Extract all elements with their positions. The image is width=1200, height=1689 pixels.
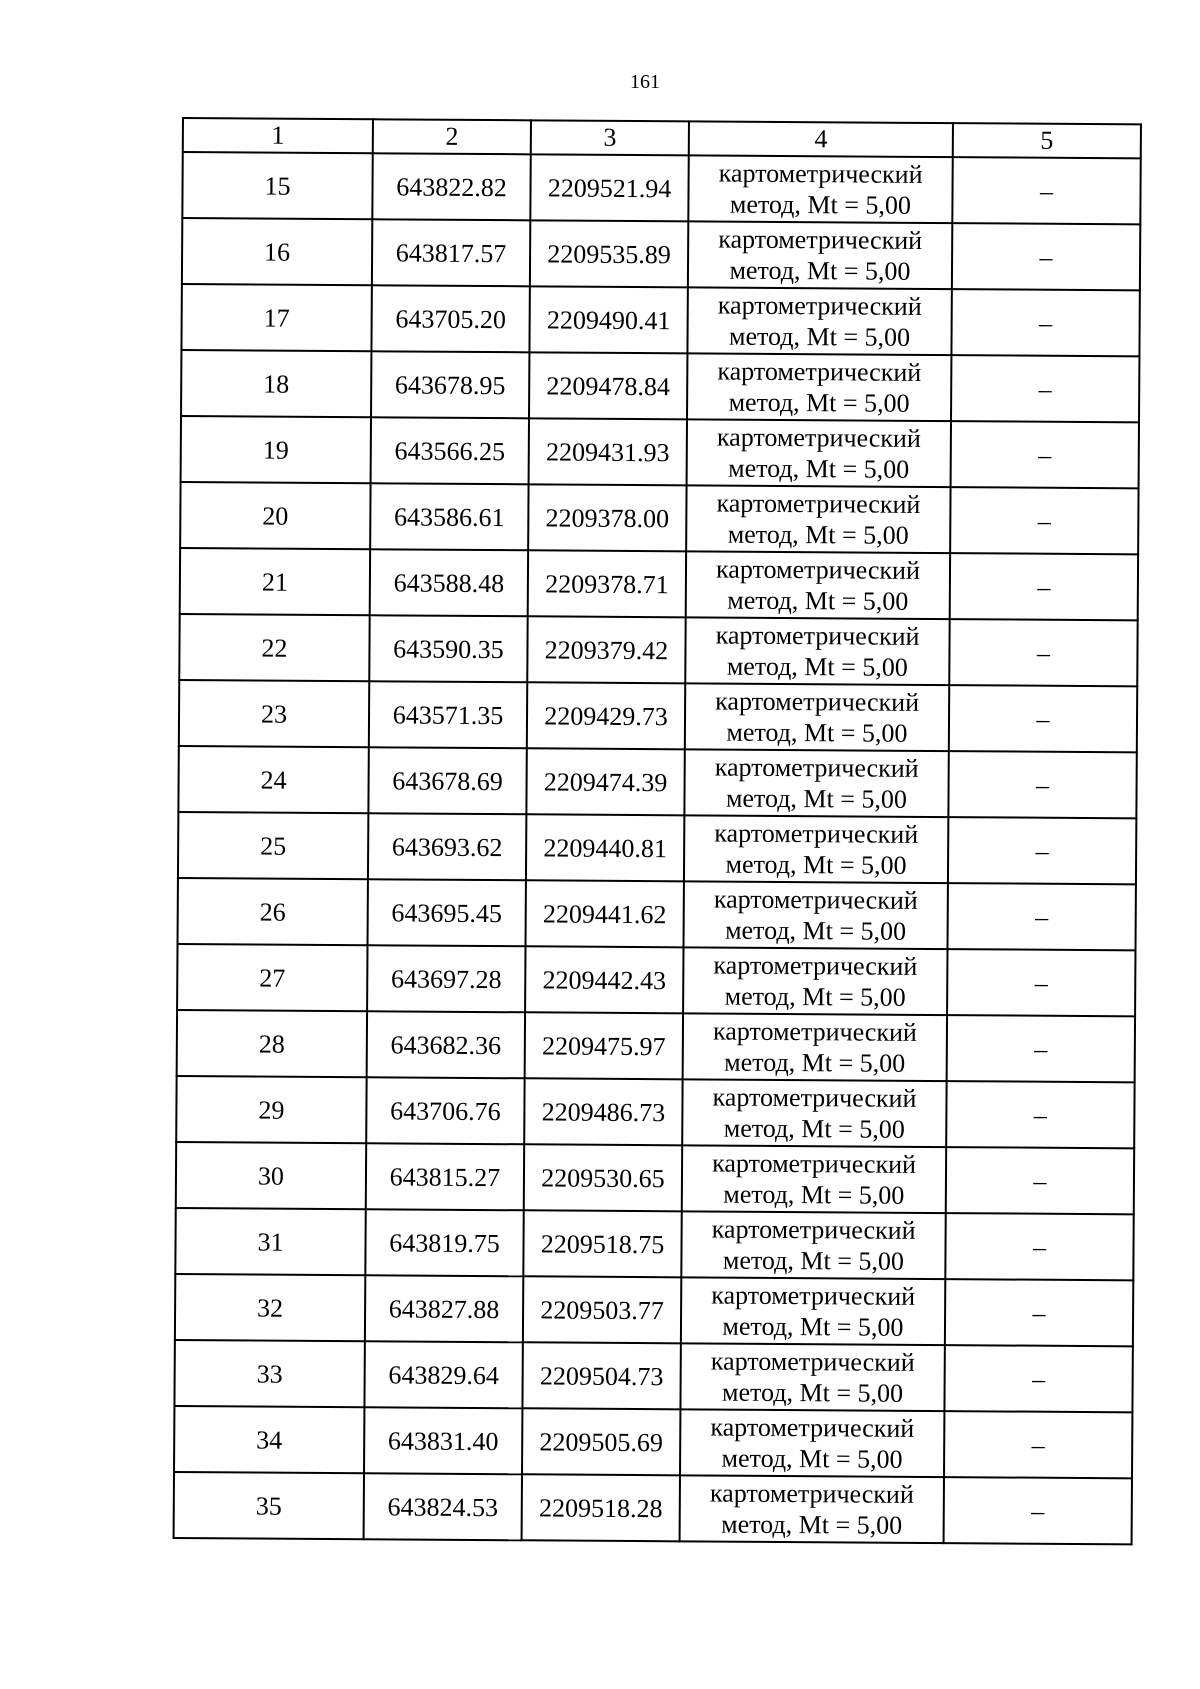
y-coordinate-cell: 2209442.43 [525, 946, 683, 1013]
x-coordinate-cell: 643588.48 [370, 549, 528, 616]
method-line-2: метод, Mt = 5,00 [728, 387, 910, 418]
point-number-cell: 31 [175, 1208, 365, 1275]
point-number-cell: 18 [181, 350, 371, 417]
x-coordinate-cell: 643590.35 [369, 615, 527, 682]
note-cell: – [947, 949, 1135, 1016]
y-coordinate-cell: 2209474.39 [526, 748, 684, 815]
y-coordinate-cell: 2209490.41 [529, 286, 687, 353]
y-coordinate-cell: 2209535.89 [530, 220, 688, 287]
x-coordinate-cell: 643822.82 [372, 153, 530, 220]
method-line-2: метод, Mt = 5,00 [729, 255, 911, 286]
table-row [176, 1076, 1134, 1148]
table-row [174, 1340, 1132, 1412]
table-row [178, 746, 1136, 818]
x-coordinate-cell: 643566.25 [371, 417, 529, 484]
table-row [182, 218, 1140, 290]
point-number-cell: 34 [174, 1406, 364, 1473]
method-line-2: метод, Mt = 5,00 [726, 651, 908, 682]
note-cell: – [946, 1081, 1134, 1148]
method-line-2: метод, Mt = 5,00 [724, 981, 906, 1012]
table-row [179, 680, 1137, 752]
method-line-2: метод, Mt = 5,00 [725, 849, 907, 880]
method-cell [684, 815, 948, 883]
method-cell [681, 1277, 945, 1345]
point-number-cell: 16 [182, 218, 372, 285]
method-line-1: картометрический [713, 950, 918, 981]
method-line-2: метод, Mt = 5,00 [727, 585, 909, 616]
y-coordinate-cell: 2209518.28 [522, 1474, 680, 1541]
method-line-1: картометрический [712, 1082, 917, 1113]
x-coordinate-cell: 643829.64 [364, 1341, 522, 1408]
header-cell-3: 3 [531, 120, 689, 155]
method-line-2: метод, Mt = 5,00 [722, 1245, 905, 1276]
method-cell [680, 1409, 944, 1477]
y-coordinate-cell: 2209379.42 [527, 616, 685, 683]
method-line-2: метод, Mt = 5,00 [727, 519, 909, 550]
header-cell-1: 1 [183, 118, 373, 153]
x-coordinate-cell: 643682.36 [367, 1011, 525, 1078]
point-number-cell: 15 [182, 152, 372, 219]
x-coordinate-cell: 643831.40 [364, 1407, 522, 1474]
y-coordinate-cell: 2209478.84 [529, 352, 687, 419]
point-number-cell: 24 [178, 746, 368, 813]
point-number-cell: 32 [175, 1274, 365, 1341]
table-row [175, 1274, 1133, 1346]
note-cell: – [946, 1147, 1134, 1214]
point-number-cell: 27 [177, 944, 367, 1011]
point-number-cell: 35 [174, 1472, 364, 1539]
header-cell-2: 2 [373, 119, 531, 154]
note-cell: – [952, 157, 1140, 224]
note-cell: – [948, 817, 1136, 884]
note-cell: – [945, 1279, 1133, 1346]
point-number-cell: 26 [178, 878, 368, 945]
method-cell [688, 155, 952, 223]
table-row [178, 878, 1136, 950]
point-number-cell: 25 [178, 812, 368, 879]
method-line-1: картометрический [711, 1214, 916, 1245]
table-row [181, 416, 1139, 488]
point-number-cell: 20 [180, 482, 370, 549]
y-coordinate-cell: 2209505.69 [522, 1408, 680, 1475]
method-line-2: метод, Mt = 5,00 [726, 717, 908, 748]
x-coordinate-cell: 643571.35 [369, 681, 527, 748]
header-cell-4: 4 [689, 121, 953, 157]
y-coordinate-cell: 2209521.94 [530, 154, 688, 221]
method-line-1: картометрический [713, 884, 918, 915]
x-coordinate-cell: 643824.53 [364, 1473, 522, 1540]
x-coordinate-cell: 643697.28 [367, 945, 525, 1012]
method-cell [686, 551, 950, 619]
method-line-2: метод, Mt = 5,00 [721, 1377, 904, 1408]
method-cell [683, 947, 947, 1015]
method-line-2: метод, Mt = 5,00 [722, 1311, 904, 1342]
table-row [182, 152, 1140, 224]
note-cell: – [950, 487, 1138, 554]
table-row [174, 1406, 1132, 1478]
table-row [181, 350, 1139, 422]
header-cell-5: 5 [953, 123, 1141, 158]
method-line-1: картометрический [714, 752, 919, 783]
y-coordinate-cell: 2209486.73 [524, 1078, 682, 1145]
note-cell: – [949, 619, 1137, 686]
y-coordinate-cell: 2209504.73 [522, 1342, 680, 1409]
x-coordinate-cell: 643678.95 [371, 351, 529, 418]
x-coordinate-cell: 643815.27 [366, 1143, 524, 1210]
method-cell [687, 353, 951, 421]
table-row [179, 614, 1137, 686]
point-number-cell: 17 [181, 284, 371, 351]
note-cell: – [952, 223, 1140, 290]
method-line-1: картометрический [717, 290, 922, 321]
y-coordinate-cell: 2209441.62 [526, 880, 684, 947]
method-line-1: картометрический [714, 818, 919, 849]
note-cell: – [951, 355, 1139, 422]
note-cell: – [944, 1345, 1132, 1412]
table-row [177, 944, 1135, 1016]
method-line-1: картометрический [712, 1016, 917, 1047]
point-number-cell: 29 [176, 1076, 366, 1143]
point-number-cell: 21 [180, 548, 370, 615]
x-coordinate-cell: 643678.69 [368, 747, 526, 814]
x-coordinate-cell: 643827.88 [365, 1275, 523, 1342]
method-line-1: картометрический [709, 1478, 914, 1509]
method-line-2: метод, Mt = 5,00 [723, 1179, 905, 1210]
y-coordinate-cell: 2209530.65 [524, 1144, 682, 1211]
method-cell [685, 683, 949, 751]
method-line-1: картометрический [710, 1346, 915, 1377]
table-row [178, 812, 1136, 884]
method-line-1: картометрический [716, 488, 921, 519]
method-cell [683, 1013, 947, 1081]
method-line-2: метод, Mt = 5,00 [724, 1047, 906, 1078]
note-cell: – [944, 1477, 1132, 1544]
point-number-cell: 30 [176, 1142, 366, 1209]
note-cell: – [950, 553, 1138, 620]
table-row [177, 1010, 1135, 1082]
note-cell: – [947, 883, 1135, 950]
note-cell: – [944, 1411, 1132, 1478]
y-coordinate-cell: 2209378.71 [528, 550, 686, 617]
point-number-cell: 33 [174, 1340, 364, 1407]
y-coordinate-cell: 2209475.97 [525, 1012, 683, 1079]
table-row [175, 1208, 1133, 1280]
method-line-1: картометрический [718, 224, 923, 255]
note-cell: – [951, 289, 1139, 356]
table-body [174, 118, 1141, 1544]
method-line-1: картометрический [712, 1148, 917, 1179]
point-number-cell: 23 [179, 680, 369, 747]
y-coordinate-cell: 2209440.81 [526, 814, 684, 881]
method-line-1: картометрический [716, 554, 921, 585]
x-coordinate-cell: 643705.20 [371, 285, 529, 352]
method-line-1: картометрический [717, 356, 922, 387]
note-cell: – [951, 421, 1139, 488]
x-coordinate-cell: 643693.62 [368, 813, 526, 880]
method-cell [682, 1079, 946, 1147]
method-line-2: метод, Mt = 5,00 [729, 189, 912, 220]
y-coordinate-cell: 2209378.00 [528, 484, 686, 551]
x-coordinate-cell: 643817.57 [372, 219, 530, 286]
x-coordinate-cell: 643695.45 [368, 879, 526, 946]
x-coordinate-cell: 643586.61 [370, 483, 528, 550]
coordinates-table [173, 117, 1142, 1545]
method-cell [684, 881, 948, 949]
method-cell [682, 1145, 946, 1213]
table-row [181, 284, 1139, 356]
method-line-2: метод, Mt = 5,00 [728, 453, 910, 484]
note-cell: – [947, 1015, 1135, 1082]
table-row [174, 1472, 1132, 1544]
method-line-2: метод, Mt = 5,00 [728, 321, 911, 352]
method-cell [688, 221, 952, 289]
method-cell [681, 1211, 945, 1279]
y-coordinate-cell: 2209518.75 [523, 1210, 681, 1277]
note-cell: – [945, 1213, 1133, 1280]
point-number-cell: 19 [181, 416, 371, 483]
x-coordinate-cell: 643706.76 [366, 1077, 524, 1144]
method-cell [687, 419, 951, 487]
table-row [176, 1142, 1134, 1214]
method-line-1: картометрический [716, 422, 921, 453]
page-number: 161 [630, 71, 660, 93]
method-cell [680, 1475, 944, 1543]
method-cell [685, 617, 949, 685]
note-cell: – [949, 685, 1137, 752]
method-line-1: картометрический [715, 686, 920, 717]
y-coordinate-cell: 2209503.77 [523, 1276, 681, 1343]
y-coordinate-cell: 2209429.73 [527, 682, 685, 749]
table-row [180, 482, 1138, 554]
method-line-2: метод, Mt = 5,00 [725, 915, 907, 946]
method-line-2: метод, Mt = 5,00 [725, 783, 908, 814]
method-line-1: картометрический [710, 1412, 915, 1443]
y-coordinate-cell: 2209431.93 [529, 418, 687, 485]
x-coordinate-cell: 643819.75 [365, 1209, 523, 1276]
method-line-2: метод, Mt = 5,00 [723, 1113, 905, 1144]
method-cell [680, 1343, 944, 1411]
method-line-2: метод, Mt = 5,00 [721, 1443, 903, 1474]
point-number-cell: 22 [179, 614, 369, 681]
method-line-1: картометрический [718, 158, 923, 189]
method-line-2: метод, Mt = 5,00 [721, 1509, 903, 1540]
method-line-1: картометрический [715, 620, 920, 651]
method-line-1: картометрический [711, 1280, 916, 1311]
method-cell [684, 749, 948, 817]
table-row [180, 548, 1138, 620]
method-cell [686, 485, 950, 553]
point-number-cell: 28 [177, 1010, 367, 1077]
note-cell: – [948, 751, 1136, 818]
method-cell [687, 287, 951, 355]
